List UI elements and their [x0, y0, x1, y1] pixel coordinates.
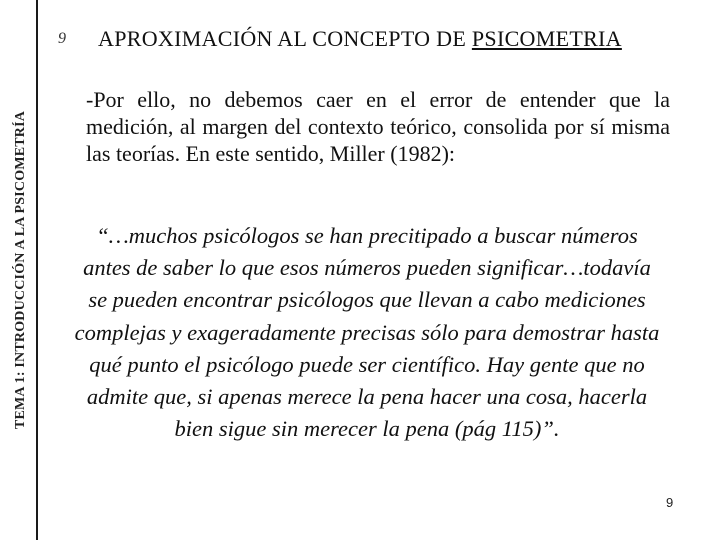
page-number: 9	[666, 495, 674, 510]
intro-paragraph: -Por ello, no debemos caer en el error de entender que la medición, al margen del contexto teórico, consolida por sí misma las teorías. En este sentido, Miller (1982):	[86, 87, 670, 166]
slide-title-underlined: PSICOMETRIA	[471, 26, 622, 51]
slide-title-text: APROXIMACIÓN AL CONCEPTO DE	[98, 26, 472, 51]
side-topic-label	[8, 0, 34, 540]
slide-title	[98, 26, 622, 52]
side-topic-text: TEMA 1: INTRODUCCIÓN A LA PSICOMETRÍA	[13, 110, 29, 430]
slide-number-top: 9	[58, 30, 66, 47]
miller-quote: “…muchos psicólogos se han precitipado a buscar números antes de saber lo que esos números pueden significar…todavía se pueden encontrar psicólogos que llevan a cabo mediciones complejas y exageradamente precisas sólo para demostrar hasta qué punto el psicólogo puede ser científico. Hay gente que no admite que, si apenas merece la pena hacer una cosa, hacerla bien sigue sin merecer la pena (pág 115)”.	[74, 223, 660, 442]
side-divider-line	[36, 0, 38, 540]
